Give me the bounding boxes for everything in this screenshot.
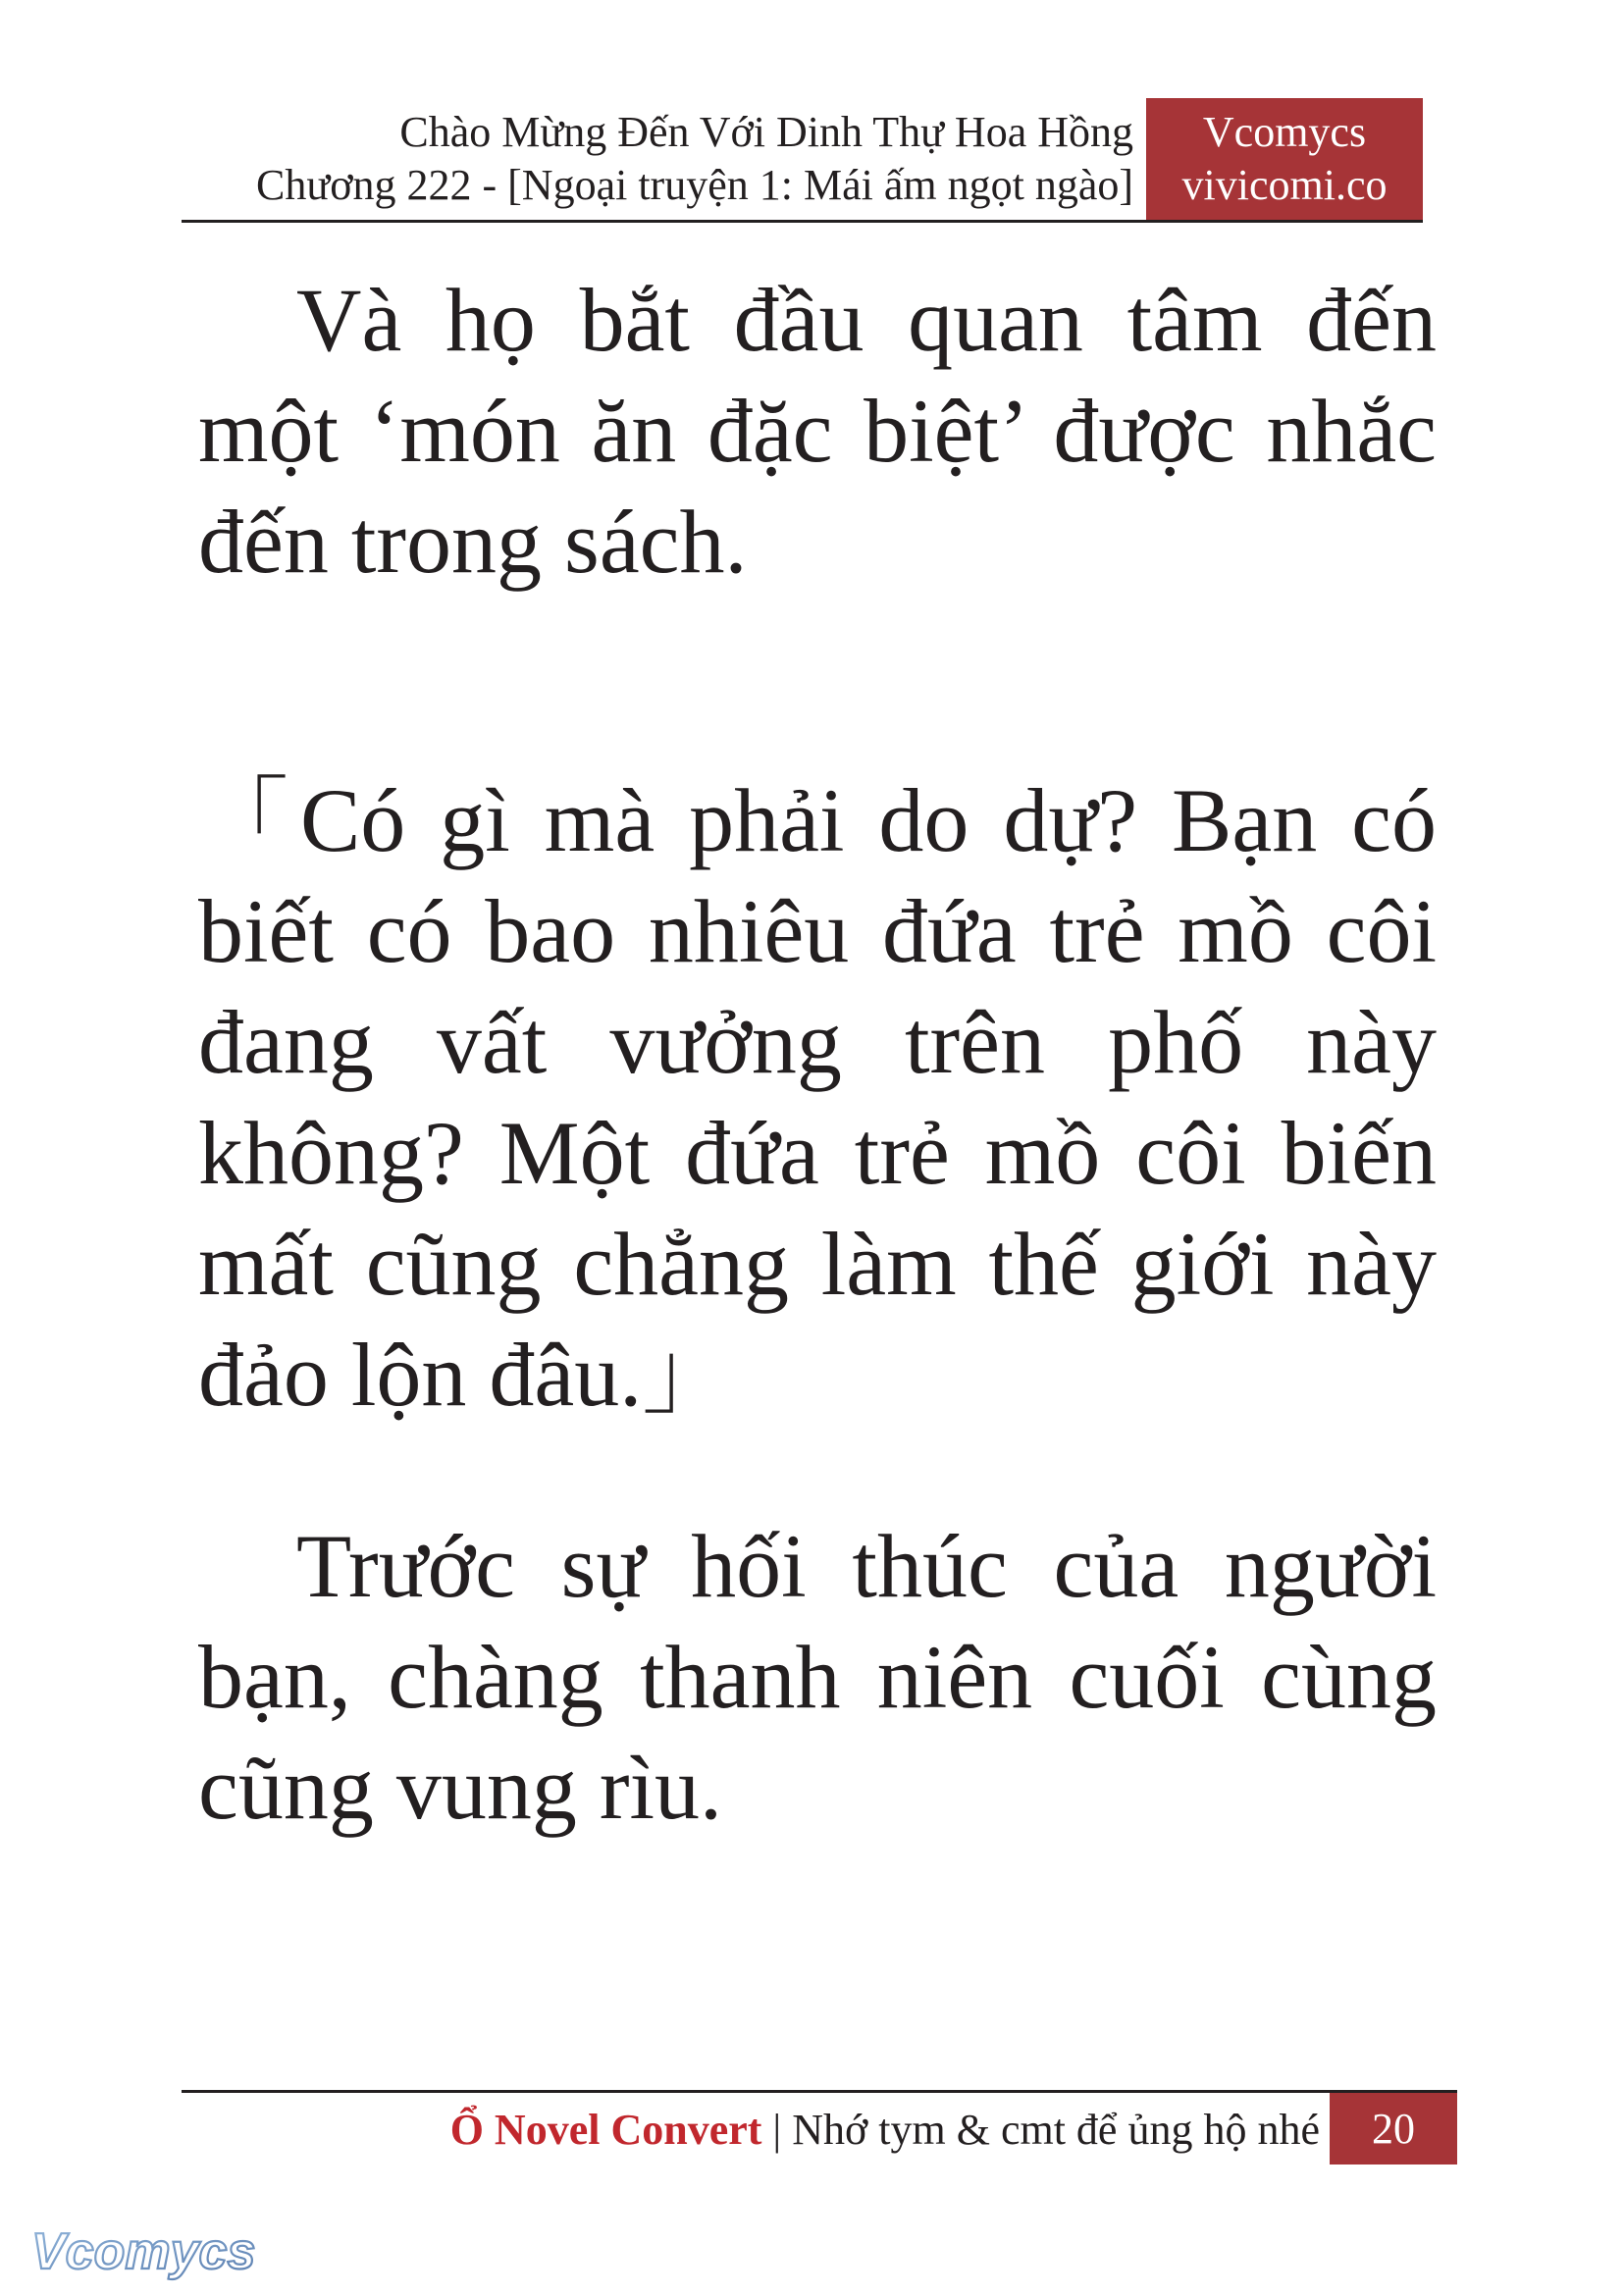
book-title: Chào Mừng Đến Với Dinh Thự Hoa Hồng	[399, 108, 1133, 156]
page-header	[182, 98, 1423, 223]
watermark-logo	[27, 2217, 263, 2286]
header-brand-box	[1146, 98, 1423, 220]
footer-separator: |	[761, 2106, 793, 2154]
chapter-title: Chương 222 - [Ngoại truyện 1: Mái ấm ngọt ngào]	[256, 161, 1133, 209]
page-footer	[182, 2090, 1457, 2167]
header-site: vivicomi.co	[1181, 161, 1388, 209]
page-number: 20	[1330, 2093, 1457, 2165]
footer-text	[450, 2103, 1320, 2158]
watermark-logo-icon	[27, 2217, 263, 2286]
footer-brand: Ổ Novel Convert	[449, 2106, 762, 2154]
header-brand: Vcomycs	[1202, 108, 1367, 156]
header-titles	[182, 106, 1133, 212]
paragraph-3: Trước sự hối thúc của người bạn, chàng thanh niên cuối cùng cũng vung rìu.	[198, 1516, 1437, 1838]
paragraph-1: Và họ bắt đầu quan tâm đến một ‘món ăn đặc biệt’ được nhắc đến trong sách.	[198, 270, 1437, 592]
watermark-text: Vcomycs	[31, 2223, 256, 2280]
paragraph-2: 「Có gì mà phải do dự? Bạn có biết có bao nhiêu đứa trẻ mồ côi đang vất vưởng trên phố này không? Một đứa trẻ mồ côi biến mất cũng chẳng làm thế giới này đảo lộn đâu.」	[198, 770, 1437, 1425]
footer-message: Nhớ tym & cmt để ủng hộ nhé	[792, 2106, 1320, 2154]
